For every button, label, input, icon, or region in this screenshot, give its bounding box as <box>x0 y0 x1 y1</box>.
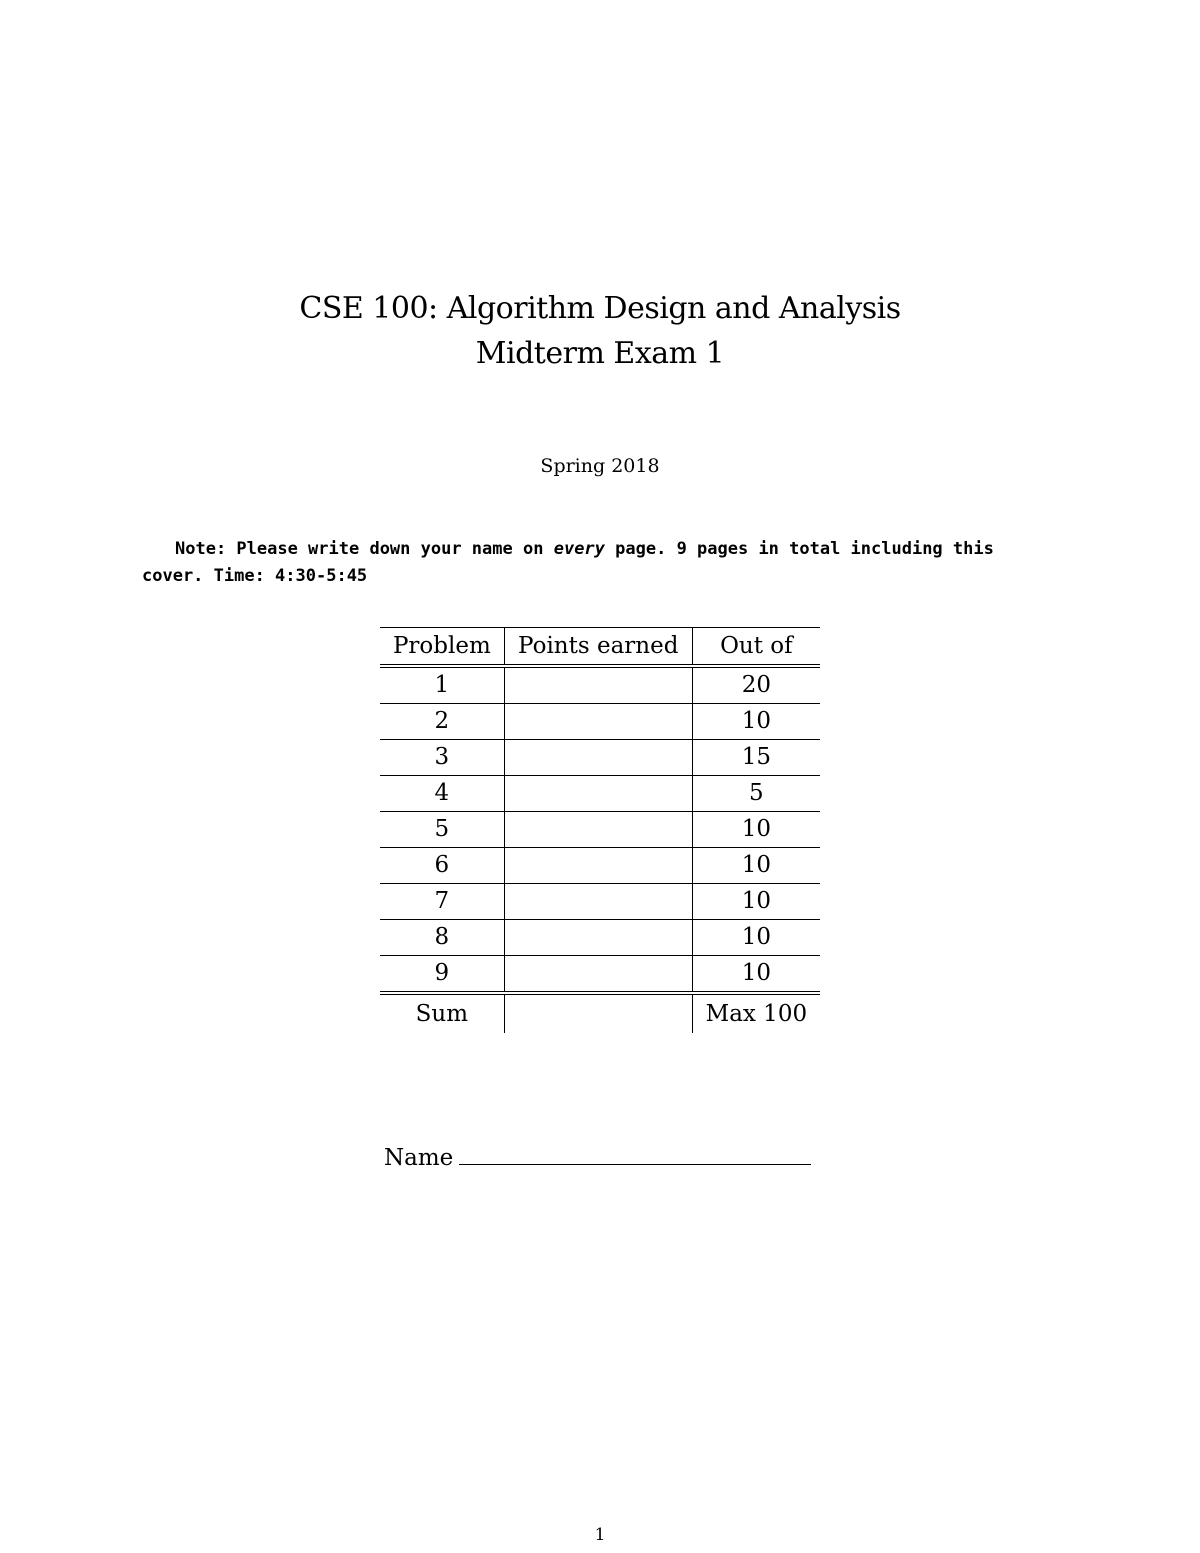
problem-number: 1 <box>380 666 504 704</box>
problem-number: 4 <box>380 776 504 812</box>
exam-title: Midterm Exam 1 <box>475 336 725 371</box>
problem-number: 5 <box>380 812 504 848</box>
points-earned-cell <box>504 704 692 740</box>
note-suffix: page. 9 pages in total including this cover. Time: 4:30-5:45 <box>142 539 994 586</box>
header-out-of: Out of <box>692 628 820 667</box>
points-earned-cell <box>504 884 692 920</box>
problem-number: 9 <box>380 956 504 994</box>
problem-number: 2 <box>380 704 504 740</box>
points-earned-cell <box>504 776 692 812</box>
max-total: Max 100 <box>705 1001 808 1027</box>
table-row <box>380 704 820 740</box>
note-prefix: Note: Please write down your name on <box>175 539 544 559</box>
name-input-line[interactable] <box>459 1163 811 1165</box>
problem-number: 3 <box>380 740 504 776</box>
problem-number: 7 <box>380 884 504 920</box>
table-row <box>380 812 820 848</box>
points-earned-cell <box>504 740 692 776</box>
page-number: 1 <box>594 1525 606 1545</box>
points-earned-cell <box>504 812 692 848</box>
out-of-cell: 10 <box>692 812 820 848</box>
name-label: Name <box>384 1145 454 1171</box>
note-emphasis: every <box>553 539 605 559</box>
table-row <box>380 884 820 920</box>
sum-points-earned-cell <box>504 993 692 1033</box>
problem-number: 6 <box>380 848 504 884</box>
grade-table-sum-row <box>380 993 820 1033</box>
table-row <box>380 956 820 994</box>
name-field <box>384 1145 811 1171</box>
points-earned-cell <box>504 920 692 956</box>
out-of-cell: 15 <box>692 740 820 776</box>
grade-table <box>380 627 820 1033</box>
exam-term: Spring 2018 <box>540 455 660 477</box>
out-of-cell: 10 <box>692 704 820 740</box>
sum-label: Sum <box>415 1001 469 1027</box>
out-of-cell: 10 <box>692 956 820 994</box>
table-row <box>380 776 820 812</box>
grade-table-header-row <box>380 628 820 667</box>
out-of-cell: 5 <box>692 776 820 812</box>
table-row <box>380 666 820 704</box>
out-of-cell: 20 <box>692 666 820 704</box>
header-problem: Problem <box>380 628 504 667</box>
out-of-cell: 10 <box>692 848 820 884</box>
header-points-earned: Points earned <box>504 628 692 667</box>
points-earned-cell <box>504 956 692 994</box>
course-title: CSE 100: Algorithm Design and Analysis <box>299 291 901 326</box>
table-row <box>380 848 820 884</box>
out-of-cell: 10 <box>692 920 820 956</box>
exam-note <box>142 536 1062 590</box>
points-earned-cell <box>504 666 692 704</box>
out-of-cell: 10 <box>692 884 820 920</box>
points-earned-cell <box>504 848 692 884</box>
table-row <box>380 920 820 956</box>
problem-number: 8 <box>380 920 504 956</box>
table-row <box>380 740 820 776</box>
